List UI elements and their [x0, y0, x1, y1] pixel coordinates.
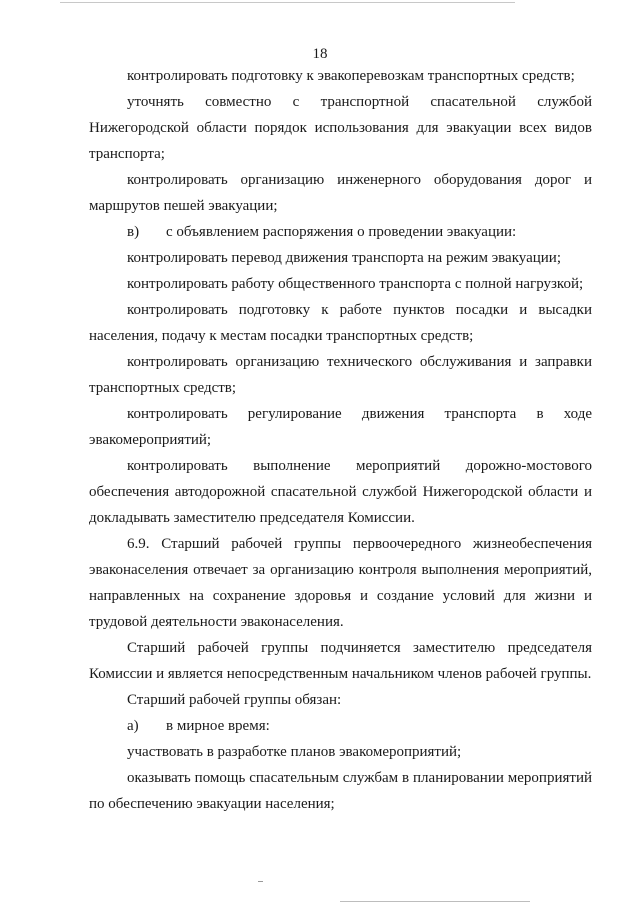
paragraph: контролировать перевод движения транспорта на режим эвакуации;	[127, 250, 561, 266]
list-marker: а)	[127, 718, 139, 734]
paragraph: контролировать подготовку к работе пунктов посадки и высадки населения, подачу к местам посадки транспортных средств;	[89, 302, 592, 344]
list-item-text: с объявлением распоряжения о проведении эвакуации:	[166, 224, 517, 240]
page-number: 18	[312, 46, 328, 62]
paragraph: уточнять совместно с транспортной спасательной службой Нижегородской области порядок использования для эвакуации всех видов транспорта;	[89, 94, 592, 162]
paragraph: контролировать работу общественного транспорта с полной нагрузкой;	[127, 276, 584, 292]
bottom-scan-line	[340, 901, 530, 902]
paragraph: контролировать подготовку к эвакоперевозкам транспортных средств;	[127, 68, 575, 84]
list-item-paragraph	[89, 713, 592, 739]
paragraph: 6.9. Старший рабочей группы первоочередного жизнеобеспечения эваконаселения отвечает за организацию контроля выполнения мероприятий, направленных на сохранение здоровья и создание условий для жизни и трудовой деятельности эваконаселения.	[89, 536, 592, 630]
list-marker: в)	[127, 224, 140, 240]
paragraph: Старший рабочей группы подчиняется заместителю председателя Комиссии и является непосредственным начальником членов рабочей группы.	[89, 640, 592, 682]
paragraph: участвовать в разработке планов эвакомероприятий;	[127, 744, 462, 760]
list-item-paragraph	[89, 219, 592, 245]
paragraph: контролировать регулирование движения транспорта в ходе эвакомероприятий;	[89, 406, 592, 448]
paragraph: контролировать выполнение мероприятий дорожно-мостового обеспечения автодорожной спасательной службой Нижегородской области и докладывать заместителю председателя Комиссии.	[89, 458, 592, 526]
top-scan-line	[60, 2, 515, 3]
paragraph: контролировать организацию инженерного оборудования дорог и маршрутов пешей эвакуации;	[89, 172, 592, 214]
list-item-text: в мирное время:	[166, 718, 270, 734]
document-body	[89, 63, 592, 817]
scan-speck	[258, 881, 263, 882]
paragraph: оказывать помощь спасательным службам в планировании мероприятий по обеспечению эвакуации населения;	[89, 770, 592, 812]
paragraph: контролировать организацию технического обслуживания и заправки транспортных средств;	[89, 354, 592, 396]
paragraph: Старший рабочей группы обязан:	[127, 692, 342, 708]
